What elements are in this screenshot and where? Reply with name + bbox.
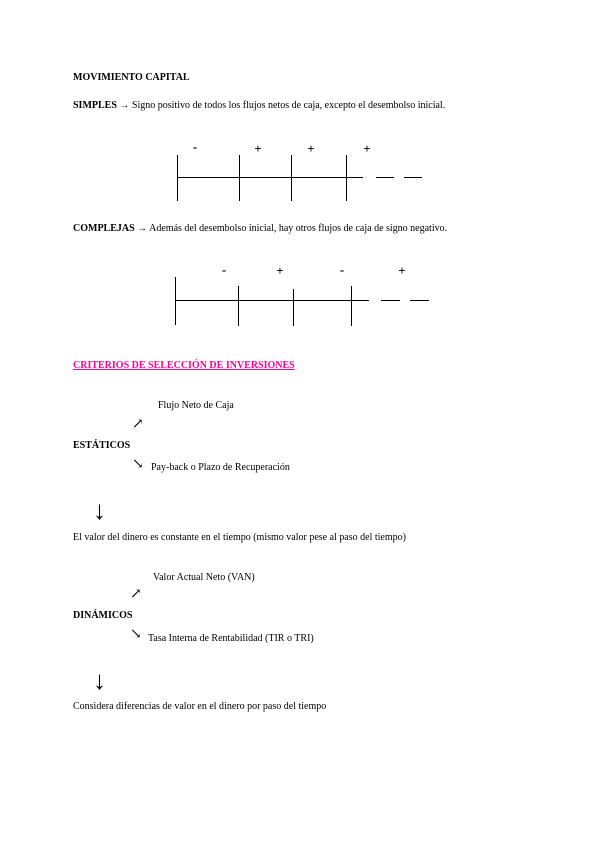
dinamicos-note: Considera diferencias de valor en el dinero por paso del tiempo <box>73 701 327 712</box>
down-right-arrow-icon: ↘ <box>130 627 142 642</box>
complejas-tick-3 <box>351 286 352 326</box>
simples-tick-1 <box>239 155 240 201</box>
simples-sign-1: + <box>254 141 262 156</box>
simples-tick-3 <box>346 155 347 201</box>
simples-sign-0: - <box>192 139 198 154</box>
up-right-arrow-icon: ↗ <box>132 417 144 432</box>
dinamicos-upper-item: Valor Actual Neto (VAN) <box>153 572 255 583</box>
complejas-dash-0 <box>381 300 400 301</box>
section-title: CRITERIOS DE SELECCIÓN DE INVERSIONES <box>73 360 295 371</box>
page-heading: MOVIMIENTO CAPITAL <box>73 72 190 83</box>
simples-tick-2 <box>291 155 292 201</box>
estaticos-label: ESTÁTICOS <box>73 440 131 451</box>
simples-sign-3: + <box>363 141 371 156</box>
simples-dash-1 <box>404 177 422 178</box>
complejas-tick-1 <box>238 286 239 326</box>
complejas-definition <box>73 223 447 235</box>
complejas-sign-1: + <box>276 263 284 278</box>
complejas-term: COMPLEJAS <box>73 223 135 234</box>
down-right-arrow-icon: ↘ <box>132 457 144 472</box>
estaticos-lower-item: Pay-back o Plazo de Recuperación <box>151 462 290 473</box>
simples-term: SIMPLES <box>73 100 117 111</box>
simples-dash-0 <box>376 177 394 178</box>
complejas-timeline <box>175 300 369 301</box>
complejas-text: Además del desembolso inicial, hay otros flujos de caja de signo negativo. <box>149 223 448 234</box>
estaticos-note: El valor del dinero es constante en el tiempo (mismo valor pese al paso del tiempo) <box>73 532 406 543</box>
complejas-tick-2 <box>293 289 294 326</box>
right-arrow-icon: → <box>119 100 130 111</box>
simples-text: Signo positivo de todos los flujos netos de caja, excepto el desembolso inicial. <box>131 100 446 111</box>
complejas-tick-0 <box>175 277 176 325</box>
dinamicos-lower-item: Tasa Interna de Rentabilidad (TIR o TRI) <box>148 633 314 644</box>
down-arrow-icon: ↓ <box>93 666 106 695</box>
complejas-dash-1 <box>410 300 429 301</box>
up-right-arrow-icon: ↗ <box>130 587 142 602</box>
complejas-sign-3: + <box>398 263 406 278</box>
estaticos-upper-item: Flujo Neto de Caja <box>158 400 234 411</box>
right-arrow-icon: → <box>137 223 148 234</box>
dinamicos-label: DINÁMICOS <box>73 610 133 621</box>
complejas-sign-2: - <box>339 262 345 277</box>
simples-sign-2: + <box>307 141 315 156</box>
simples-definition <box>73 100 445 112</box>
simples-timeline <box>177 177 363 178</box>
complejas-sign-0: - <box>221 262 227 277</box>
down-arrow-icon: ↓ <box>93 496 106 525</box>
simples-tick-0 <box>177 155 178 201</box>
